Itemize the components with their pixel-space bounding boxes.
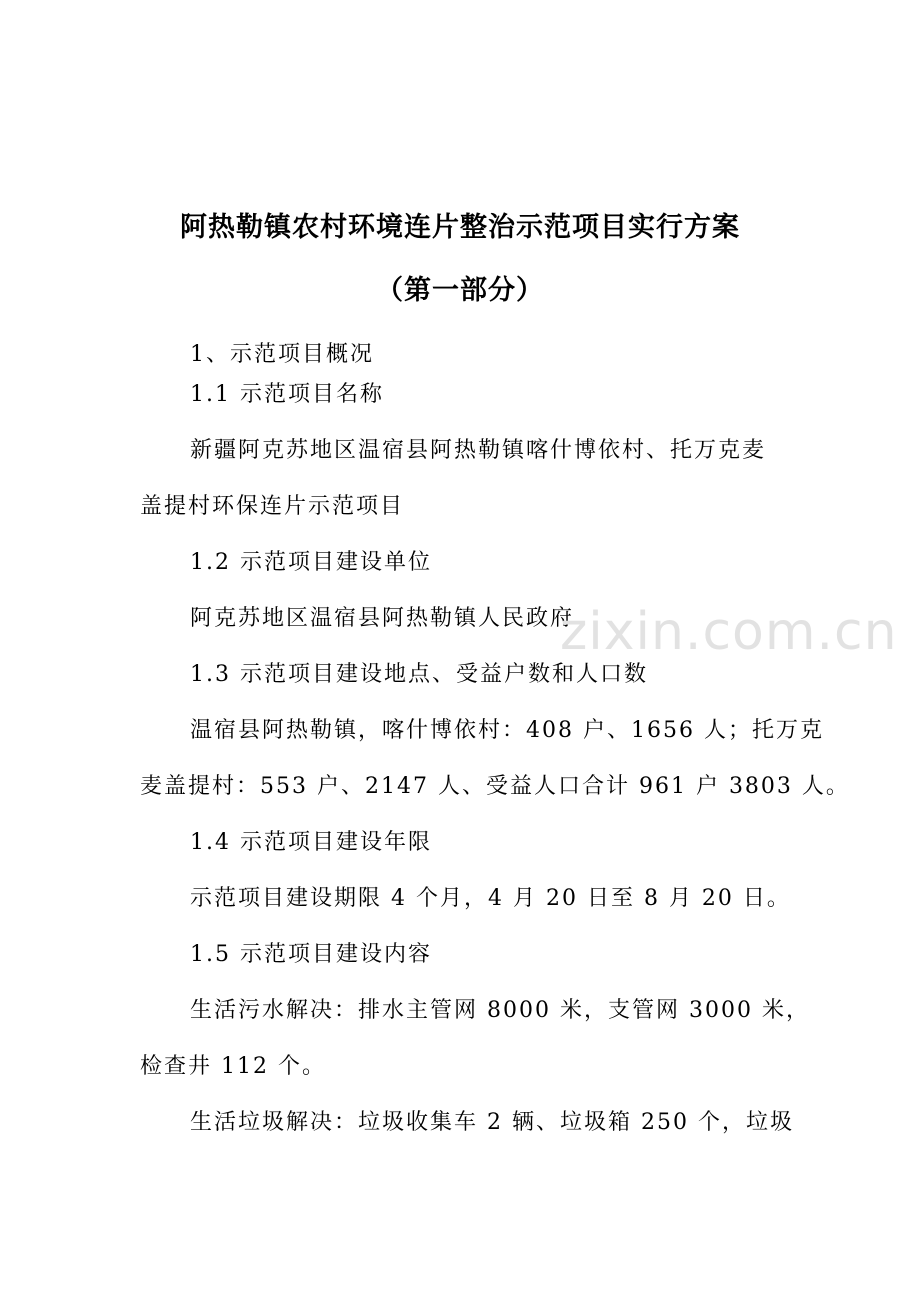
document-title: 阿热勒镇农村环境连片整治示范项目实行方案 [180, 212, 740, 243]
paragraph-line: 检查井 112 个。 [140, 1054, 326, 1079]
paragraph-line: 盖提村环保连片示范项目 [140, 494, 405, 519]
section-heading-1-2: 1.2 示范项目建设单位 [190, 550, 432, 575]
paragraph-line: 生活垃圾解决：垃圾收集车 2 辆、垃圾箱 250 个，垃圾 [190, 1110, 794, 1135]
section-heading-1-3: 1.3 示范项目建设地点、受益户数和人口数 [190, 662, 648, 687]
document-subtitle: （第一部分） [376, 275, 544, 306]
section-heading-1-4: 1.4 示范项目建设年限 [190, 830, 432, 855]
paragraph-line: 示范项目建设期限 4 个月，4 月 20 日至 8 月 20 日。 [190, 886, 791, 911]
paragraph-line: 生活污水解决：排水主管网 8000 米，支管网 3000 米， [190, 998, 810, 1023]
paragraph-line: 温宿县阿热勒镇，喀什博依村：408 户、1656 人；托万克 [190, 718, 824, 743]
paragraph-line: 新疆阿克苏地区温宿县阿热勒镇喀什博依村、托万克麦 [190, 438, 767, 463]
section-heading-1-1: 1.1 示范项目名称 [190, 382, 384, 407]
section-heading-1: 1、示范项目概况 [190, 342, 374, 367]
paragraph-line: 阿克苏地区温宿县阿热勒镇人民政府 [190, 606, 575, 631]
paragraph-line: 麦盖提村：553 户、2147 人、受益人口合计 961 户 3803 人。 [140, 774, 850, 799]
watermark-text: zixin.com.cn [560, 602, 898, 662]
section-heading-1-5: 1.5 示范项目建设内容 [190, 942, 432, 967]
